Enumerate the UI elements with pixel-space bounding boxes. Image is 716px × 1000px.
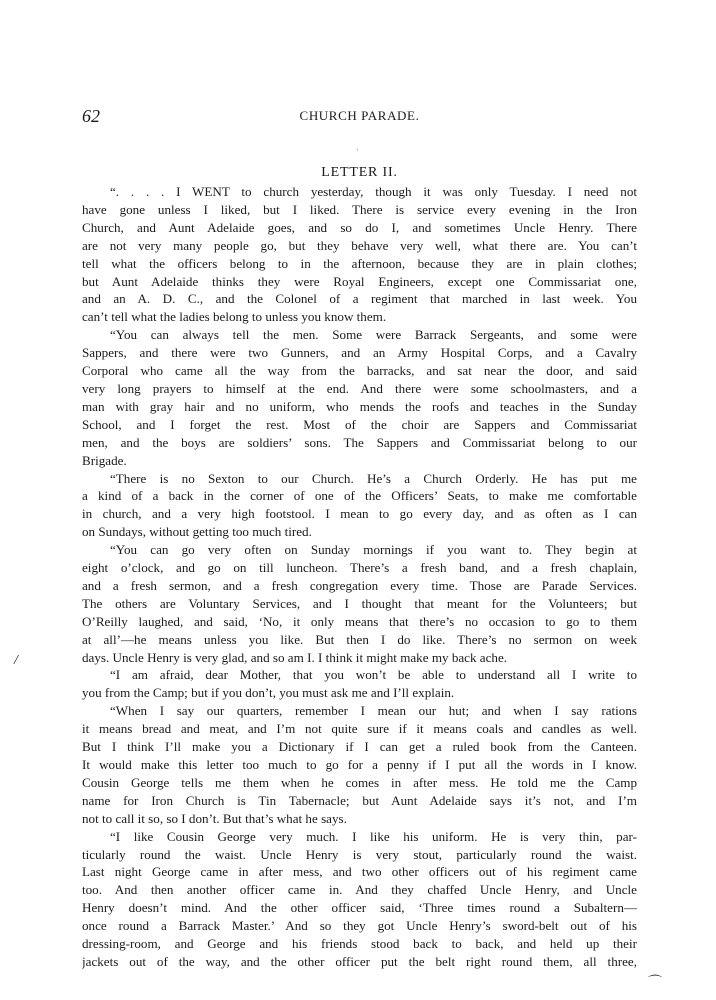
text-line: O’Reilly laughed, and said, ‘No, it only means that there’s no occasion to go to them: [82, 613, 637, 629]
text-line: “When I say our quarters, remember I mean our hut; and when I say rations: [110, 703, 637, 719]
text-line: “I like Cousin George very much. I like his uniform. He is very thin, par-: [110, 828, 637, 844]
text-line: “You can always tell the men. Some were Barrack Sergeants, and some were: [110, 327, 637, 343]
text-line: too. And then another officer came in. And they chaffed Uncle Henry, and Uncle: [82, 882, 637, 898]
text-line: Last night George came in after mess, and two other officers out of his regiment came: [82, 864, 637, 880]
text-line: and a fresh sermon, and a fresh congregation every time. Those are Parade Services.: [82, 577, 637, 593]
page-header: [82, 106, 637, 128]
paragraph: [82, 326, 637, 469]
text-line: Corporal who came all the way from the barracks, and sat near the door, and said: [82, 363, 637, 379]
text-line: Church, and Aunt Adelaide goes, and so do I, and sometimes Uncle Henry. There: [82, 219, 637, 235]
ink-tick-mark: ˌ: [356, 140, 360, 151]
text-line: “There is no Sexton to our Church. He’s a Church Orderly. He has put me: [110, 470, 637, 486]
text-line: It would make this letter too much to go for a penny if I put all the words in I know.: [82, 757, 637, 772]
corner-ink-mark: ⌒: [648, 976, 662, 991]
text-line: men, and the boys are soldiers’ sons. The Sappers and Commissariat belong to our: [82, 434, 637, 450]
text-line: name for Iron Church is Tin Tabernacle; but Aunt Adelaide says it’s not, and I’m: [82, 792, 637, 808]
text-line: The others are Voluntary Services, and I thought that meant for the Volunteers; but: [82, 595, 637, 611]
paragraph: [82, 828, 637, 971]
text-line: days. Uncle Henry is very glad, and so am I. I think it might make my back ache.: [82, 649, 508, 665]
text-line: “You can go very often on Sunday mornings if you want to. They begin at: [110, 542, 637, 558]
text-line: “I am afraid, dear Mother, that you won’t be able to understand all I write to: [110, 667, 637, 683]
text-line: ticularly round the waist. Uncle Henry is very stout, particularly round the waist.: [82, 846, 637, 862]
text-line: but Aunt Adelaide thinks they were Royal Engineers, except one Commissariat one,: [82, 273, 637, 289]
text-line: eight o’clock, and go on till luncheon. There’s a fresh band, and a fresh chaplain,: [82, 560, 637, 576]
text-line: you from the Camp; but if you don’t, you must ask me and I’ll explain.: [82, 685, 455, 701]
text-line: very long prayers to himself at the end. And there were some schoolmasters, and a: [82, 380, 637, 396]
text-line: on Sundays, without getting too much tired.: [82, 524, 312, 540]
text-line: But I think I’ll make you a Dictionary if I can get a ruled book from the Canteen.: [82, 739, 637, 755]
text-line: in church, and a very high footstool. I mean to go every day, and as often as I can: [82, 506, 637, 522]
text-line: Brigade.: [82, 452, 127, 468]
paragraph: [82, 702, 637, 827]
paragraph: [82, 183, 637, 326]
paragraph: [82, 470, 637, 542]
margin-pencil-mark: /: [14, 653, 18, 668]
text-line: jackets out of the way, and the other officer put the belt right round them, all three,: [82, 953, 637, 969]
text-line: “. . . . I WENT to church yesterday, though it was only Tuesday. I need not: [110, 184, 637, 199]
text-line: not to call it so, so I don’t. But that’s what he says.: [82, 810, 347, 826]
letter-heading: LETTER II.: [321, 165, 398, 180]
text-line: at all’—he means unless you like. But then I do like. There’s no sermon on week: [82, 631, 637, 647]
text-line: Sappers, and there were two Gunners, and an Army Hospital Corps, and a Cavalry: [82, 345, 637, 361]
text-line: and an A. D. C., and the Colonel of a regiment that marched in last week. You: [82, 291, 637, 307]
paragraph: [82, 666, 637, 702]
text-line: School, and I forget the rest. Most of the choir are Sappers and Commissariat: [82, 416, 637, 432]
text-line: have gone unless I liked, but I liked. There is service every evening in the Iron: [82, 201, 637, 217]
text-line: man with gray hair and no uniform, who mends the roofs and teaches in the Sunday: [82, 398, 637, 414]
letter-body: [82, 183, 637, 971]
text-line: can’t tell what the ladies belong to unless you know them.: [82, 309, 387, 325]
text-line: dressing-room, and George and his friends stood back to back, and held up their: [82, 936, 637, 952]
page-number: 62: [82, 106, 100, 126]
text-line: it means bread and meat, and I’m not quite sure if it means coals and candles as well.: [82, 721, 637, 737]
text-line: Cousin George tells me them when he comes in after mess. He told me the Camp: [82, 774, 637, 790]
text-line: a kind of a back in the corner of one of the Officers’ Seats, to make me comfortable: [82, 488, 637, 504]
text-line: tell what the officers belong to in the afternoon, because they are in plain clothes;: [82, 255, 637, 271]
paragraph: [82, 541, 637, 666]
text-line: are not very many people go, but they behave very well, what there are. You can’t: [82, 237, 637, 253]
running-title: CHURCH PARADE.: [299, 108, 420, 123]
text-line: Henry doesn’t mind. And the other officer said, ‘Three times round a Subaltern—: [82, 900, 637, 916]
text-line: once round a Barrack Master.’ And so they got Uncle Henry’s sword-belt out of his: [82, 918, 637, 934]
